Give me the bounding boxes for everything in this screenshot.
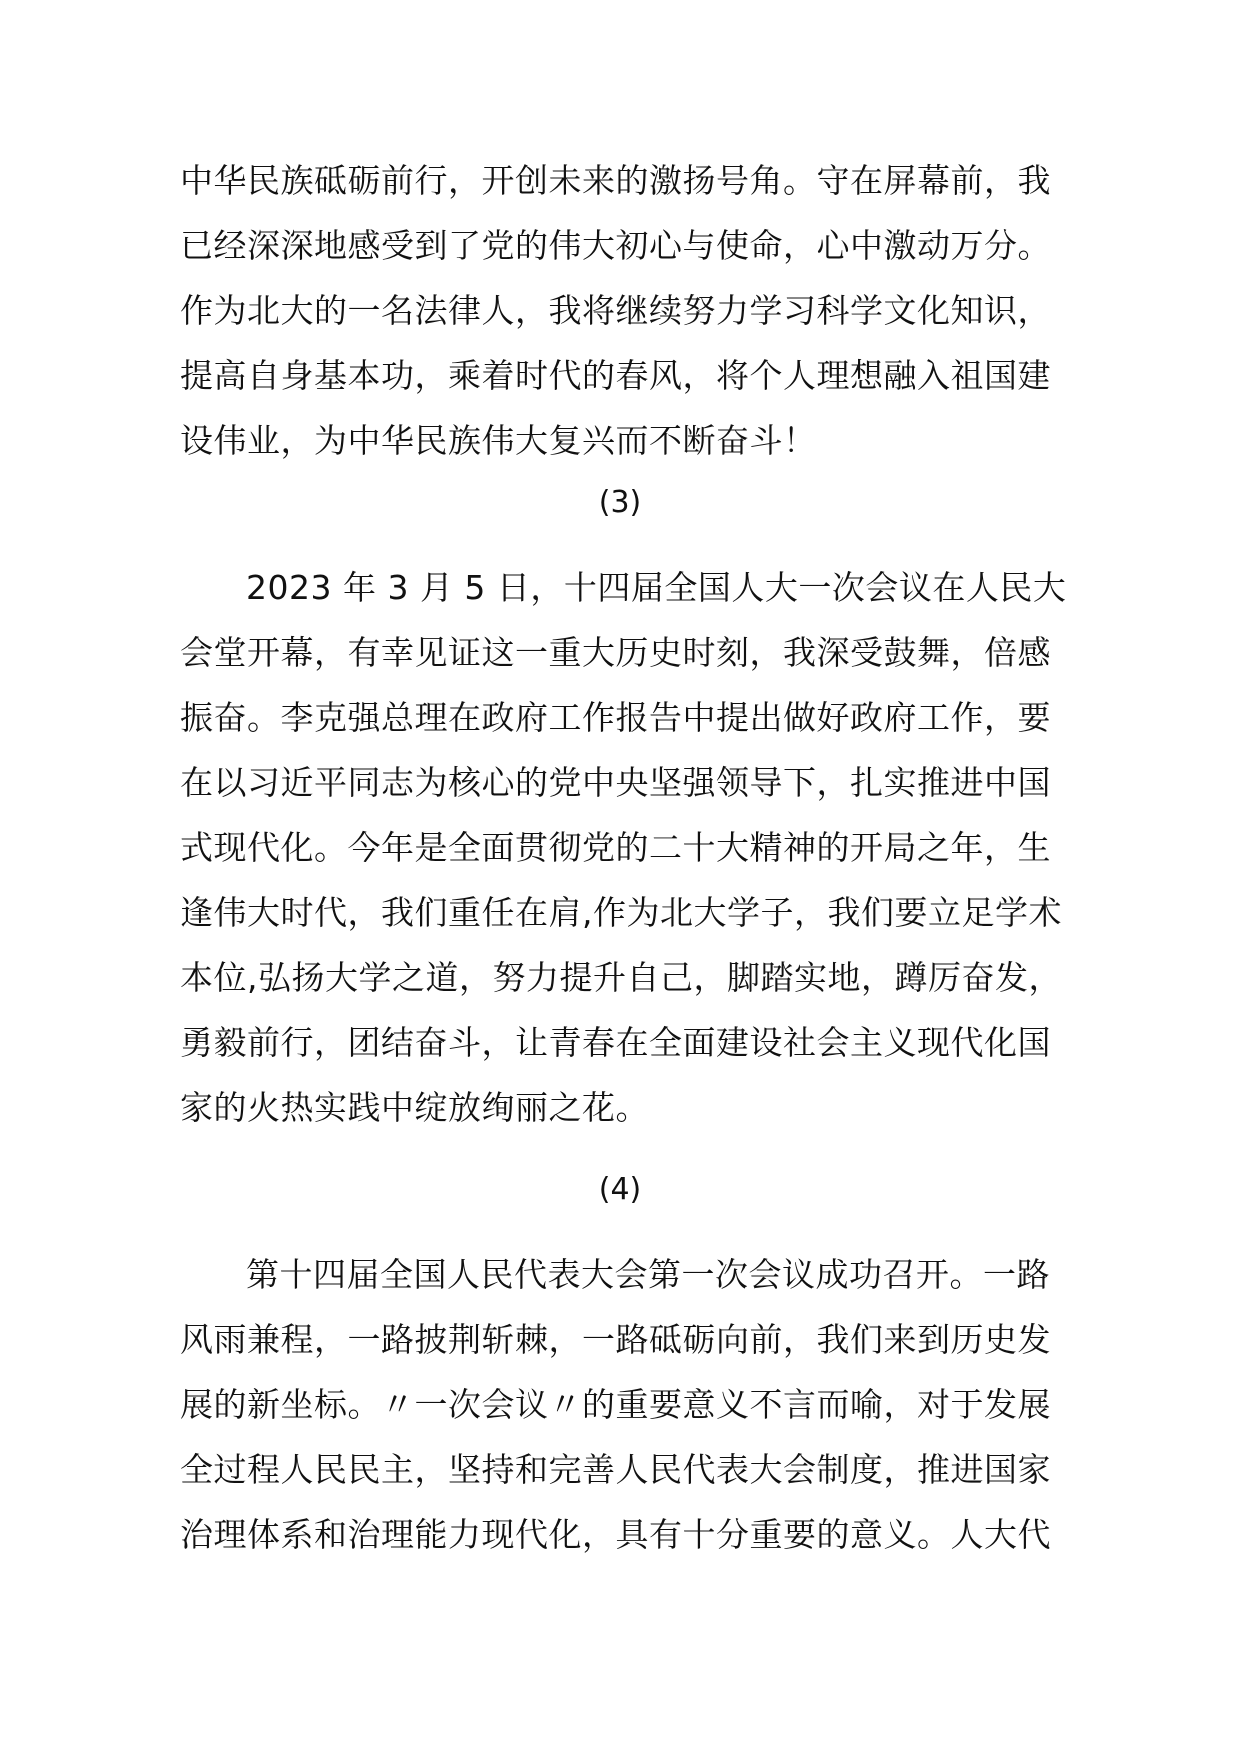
text-line: 勇毅前行，团结奋斗，让青春在全面建设社会主义现代化国: [180, 1023, 1051, 1062]
text-line: 设伟业，为中华民族伟大复兴而不断奋斗！: [180, 421, 817, 460]
text-line: 振奋。李克强总理在政府工作报告中提出做好政府工作，要: [180, 698, 1051, 737]
text-line: 逢伟大时代，我们重任在肩,作为北大学子，我们要立足学术: [180, 893, 1062, 932]
text-line: 家的火热实践中绽放绚丽之花。: [180, 1088, 649, 1127]
paragraph-continuation: [180, 148, 1060, 473]
section-4-paragraph: [180, 1242, 1060, 1567]
text-line: 风雨兼程，一路披荆斩棘，一路砥砺向前，我们来到历史发: [180, 1320, 1051, 1359]
spacer: [180, 1140, 1060, 1160]
text-line: 治理体系和治理能力现代化，具有十分重要的意义。人大代: [180, 1515, 1051, 1554]
section-heading-4: (4): [598, 1172, 642, 1207]
text-line: 中华民族砥砺前行，开创未来的激扬号角。守在屏幕前，我: [180, 161, 1051, 200]
text-line: 全过程人民民主，坚持和完善人民代表大会制度，推进国家: [180, 1450, 1051, 1489]
spacer: [180, 533, 1060, 555]
document-body: [180, 148, 1067, 1567]
text-line: 展的新坐标。〃一次会议〃的重要意义不言而喻，对于发展: [180, 1385, 1051, 1424]
text-line: 作为北大的一名法律人，我将继续努力学习科学文化知识，: [180, 291, 1051, 330]
text-line: 在以习近平同志为核心的党中央坚强领导下，扎实推进中国: [180, 763, 1051, 802]
text-line: 提高自身基本功，乘着时代的春风，将个人理想融入祖国建: [180, 356, 1051, 395]
text-line: 2023 年 3 月 5 日，十四届全国人大一次会议在人民大: [246, 568, 1067, 607]
text-line: 已经深深地感受到了党的伟大初心与使命，心中激动万分。: [180, 226, 1051, 265]
section-heading-3: (3): [598, 485, 642, 520]
text-line: 第十四届全国人民代表大会第一次会议成功召开。一路: [246, 1255, 1050, 1294]
spacer: [180, 1220, 1060, 1242]
text-line: 式现代化。今年是全面贯彻党的二十大精神的开局之年，生: [180, 828, 1051, 867]
text-line: 本位,弘扬大学之道，努力提升自己，脚踏实地，蹲厉奋发，: [180, 958, 1062, 997]
text-line: 会堂开幕，有幸见证这一重大历史时刻，我深受鼓舞，倍感: [180, 633, 1051, 672]
section-3-paragraph: [180, 555, 1067, 1140]
